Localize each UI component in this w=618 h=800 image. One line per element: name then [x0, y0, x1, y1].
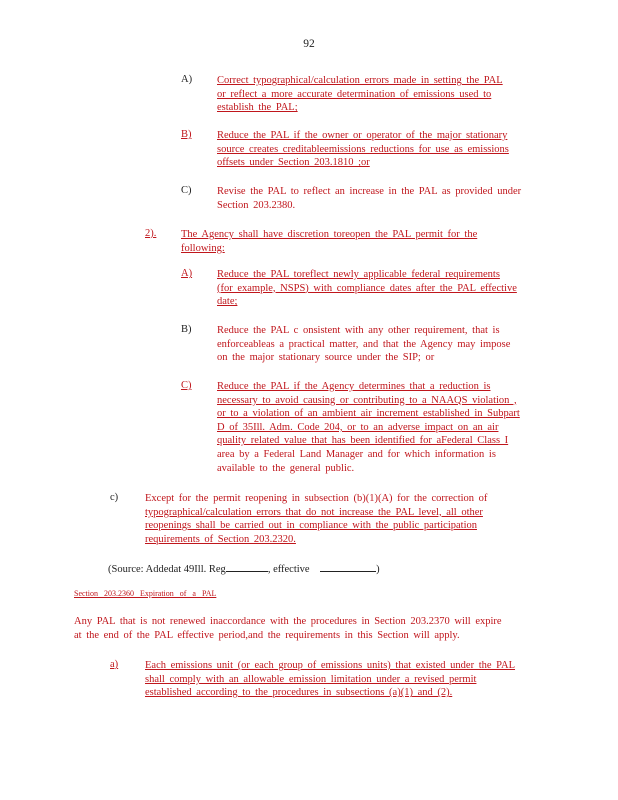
text-line: D of 35Ill. Adm. Code 204, or to an adverse impact on an air [217, 421, 499, 433]
item-b-text [217, 129, 509, 170]
item-2-text [181, 228, 477, 255]
source-prefix: (Source: Addedat 49Ill. Reg [108, 564, 226, 575]
text-line: following: [181, 242, 225, 254]
source-note [108, 561, 380, 575]
text-line: or reflect a more accurate determination of emissions used to [217, 88, 492, 100]
text-line: at the end of the PAL effective period,and the requirements in this Section will apply. [74, 629, 460, 641]
text-line: quality related value that has been identified for aFederal Class I [217, 435, 509, 447]
item-2-label: 2). [145, 228, 157, 239]
text-line: offsets under Section 203.1810 ;or [217, 157, 370, 169]
item-c-para-label: c) [110, 492, 119, 503]
item-b-label: B) [181, 129, 192, 140]
text-line: typographical/calculation errors that do not increase the PAL level, all other [145, 506, 483, 518]
text-line: Revise the PAL to reflect an increase in the PAL as provided under [217, 186, 522, 197]
text-line: (for example, NSPS) with compliance dates after the PAL effective [217, 282, 517, 294]
section-heading: Section 203.2360 Expiration of a PAL [74, 589, 217, 598]
text-line: Correct typographical/calculation errors made in setting the PAL [217, 75, 503, 86]
section-intro [74, 615, 502, 642]
item-2a-text [217, 268, 517, 309]
item-2b-label: B) [181, 324, 192, 335]
item-a-text [217, 74, 503, 115]
text-line: source creates creditableemissions reductions for use as emissions [217, 143, 509, 155]
text-line: enforceableas a practical matter, and that the Agency may impose [217, 338, 511, 350]
text-line: requirements of Section 203.2320. [145, 533, 296, 545]
source-middle: , effective [267, 564, 310, 575]
text-line: Any PAL that is not renewed inaccordance with the procedures in Section 203.2370 will expire [74, 616, 502, 627]
text-line: reopenings shall be carried out in compliance with the public participation [145, 520, 477, 532]
text-line: shall comply with an allowable emission limitation under a revised permit [145, 673, 477, 685]
text-line: on the major stationary source under the SIP; or [217, 352, 435, 364]
text-line: or to a violation of an ambient air increment established in Subpart [217, 408, 520, 420]
text-line: Section 203.2380. [217, 199, 296, 211]
item-c-text [217, 185, 521, 212]
source-blank-2 [320, 561, 376, 572]
text-line: available to the general public. [217, 462, 355, 474]
text-line: necessary to avoid causing or contributing to a NAAQS violation , [217, 394, 517, 406]
item-2b-text [217, 324, 510, 365]
text-line: Reduce the PAL if the Agency determines that a reduction is [217, 381, 491, 392]
text-line: date; [217, 296, 238, 308]
text-line: Except for the permit reopening in subsection (b)(1)(A) for the correction of [145, 493, 488, 504]
item-2c-label: C) [181, 380, 192, 391]
item-c-label: C) [181, 185, 192, 196]
text-line: area by a Federal Land Manager and for which information is [217, 448, 496, 460]
page-number: 92 [303, 38, 315, 50]
text-line: established according to the procedures in subsections (a)(1) and (2). [145, 687, 453, 699]
text-line: The Agency shall have discretion toreopen the PAL permit for the [181, 229, 478, 240]
section-a-text [145, 659, 515, 700]
text-line: establish the PAL; [217, 102, 298, 114]
source-suffix: ) [376, 564, 380, 575]
section-a-label: a) [110, 659, 119, 670]
text-line: Reduce the PAL toreflect newly applicable federal requirements [217, 269, 500, 280]
text-line: Reduce the PAL c onsistent with any other requirement, that is [217, 325, 500, 336]
source-blank-1 [226, 561, 268, 572]
item-a-label: A) [181, 74, 193, 85]
item-2c-text [217, 380, 520, 475]
text-line: Each emissions unit (or each group of emissions units) that existed under the PAL [145, 660, 516, 671]
text-line: Reduce the PAL if the owner or operator of the major stationary [217, 130, 508, 141]
item-2a-label: A) [181, 268, 193, 279]
item-c-para-text [145, 492, 487, 546]
